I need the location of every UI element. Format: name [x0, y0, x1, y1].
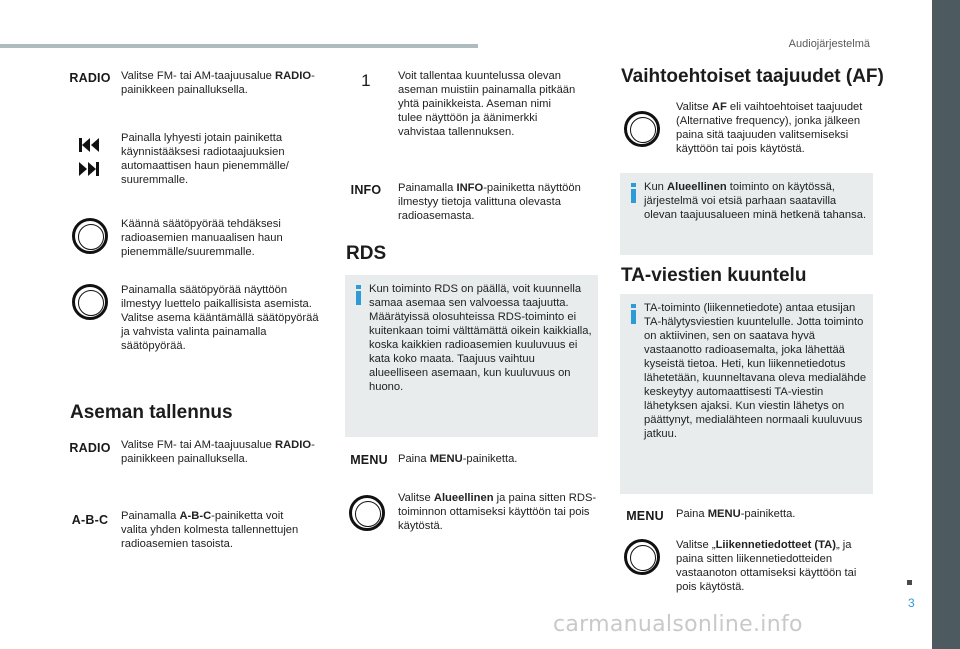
rotary-knob-icon — [72, 218, 108, 254]
info-button-label: INFO — [350, 183, 382, 197]
heading-station-store: Aseman tallennus — [70, 402, 233, 423]
page-number: 3 — [908, 596, 915, 610]
knob-press-description: Painamalla säätöpyörää näyttöön ilmestyy luettelo paikallisista asemista. Valitse asema kääntämällä säätöpyörää ja vahvista valinta painamalla säätöpyörää. — [121, 284, 319, 352]
heading-af: Vaihtoehtoiset taajuudet (AF) — [621, 66, 884, 87]
abc-description: Painamalla A-B-C-painiketta voit valita yhden kolmesta tallennettujen radioasemien tasoista. — [121, 510, 299, 550]
rotary-knob-icon — [624, 539, 660, 575]
preset-one-label: 1 — [361, 71, 371, 90]
preset-description: Voit tallentaa kuuntelussa olevan aseman muistiin painamalla pitkään yhtä painikkeista. Aseman nimi tulee näyttöön ja äänimerkki vahvistaa tallennuksen. — [398, 70, 576, 138]
menu-description: Paina MENU-painiketta. — [398, 453, 518, 465]
ta-info-note — [620, 294, 873, 494]
abc-button-label: A-B-C — [71, 513, 109, 527]
seek-back-icon — [78, 137, 100, 153]
info-icon — [628, 183, 640, 203]
side-tab — [932, 0, 960, 649]
af-note-text: Kun Alueellinen toiminto on käytössä, järjestelmä voi etsiä parhaan saatavilla olevan taajuusalueen minä hetkenä tahansa. — [644, 181, 867, 221]
seek-forward-icon — [78, 161, 100, 177]
watermark: carmanualsonline.info — [553, 612, 803, 637]
knob-turn-description: Käännä säätöpyörää tehdäksesi radioasemien manuaalisen haun pienemmälle/suuremmalle. — [121, 218, 283, 258]
rds-select-description: Valitse Alueellinen ja paina sitten RDS-toiminnon ottamiseksi käyttöön tai pois käytöstä. — [398, 492, 597, 532]
rds-info-note — [345, 275, 598, 437]
page-marker — [907, 580, 912, 585]
radio-button-label: RADIO — [69, 441, 111, 455]
radio-description: Valitse FM- tai AM-taajuusalue RADIO-painikkeen painalluksella. — [121, 70, 315, 96]
section-title: Audiojärjestelmä — [788, 38, 870, 50]
ta-select-description: Valitse „Liikennetiedotteet (TA)„ ja paina sitten liikennetiedotteiden vastaanoton ottamiseksi käyttöön tai pois käytöstä. — [676, 539, 857, 593]
af-info-note — [620, 173, 873, 255]
rds-note-text: Kun toiminto RDS on päällä, voit kuunnella samaa asemaa sen valvoessa taajuutta. Määrätyissä olosuhteissa RDS-toiminto ei kuitenkaan toimi välttämättä oikein kaikkialla, koska kaikkien radioasemien kuuluvuus ei kata koko maata. Taajuus vaihtuu alueelliseen asemaan, kun kuuluvuus on huono. — [369, 283, 592, 393]
info-description: Painamalla INFO-painiketta näyttöön ilmestyy tietoja valittuna olevasta radioasemasta. — [398, 182, 581, 222]
info-icon — [628, 304, 640, 324]
rotary-knob-icon — [624, 111, 660, 147]
radio-description: Valitse FM- tai AM-taajuusalue RADIO-painikkeen painalluksella. — [121, 439, 315, 465]
menu-button-label: MENU — [350, 453, 388, 467]
heading-rds: RDS — [346, 243, 387, 264]
menu-button-label: MENU — [626, 509, 664, 523]
heading-ta: TA-viestien kuuntelu — [621, 265, 807, 286]
rotary-knob-icon — [349, 495, 385, 531]
radio-button-label: RADIO — [69, 71, 111, 85]
af-description: Valitse AF eli vaihtoehtoiset taajuudet (Alternative frequency), jonka jälkeen paina sitä taajuuden valitsemiseksi käyttöön tai pois käytöstä. — [676, 101, 863, 155]
ta-note-text: TA-toiminto (liikennetiedote) antaa etusijan TA-hälytysviestien kuuntelulle. Jotta toiminto on aktiivinen, sen on saatava hyvä vastaanotto radioasemalta, joka lähettää kyseistä tietoa. Heti, kun liikennetiedotus lähetetään, kuunneltavana oleva medialähde keskeytyy automaattisesti TA-viestin lähetyksen ajaksi. Kun viestin lähetys on päättynyt, medialähteen normaali kuuluvuus jatkuu. — [644, 302, 867, 440]
header-rule — [0, 44, 478, 48]
info-icon — [353, 285, 365, 305]
menu-description: Paina MENU-painiketta. — [676, 508, 796, 520]
rotary-knob-icon — [72, 284, 108, 320]
seek-description: Painalla lyhyesti jotain painiketta käynnistääksesi radiotaajuuksien automaattisen haun pienemmälle/ suuremmalle. — [121, 132, 289, 186]
